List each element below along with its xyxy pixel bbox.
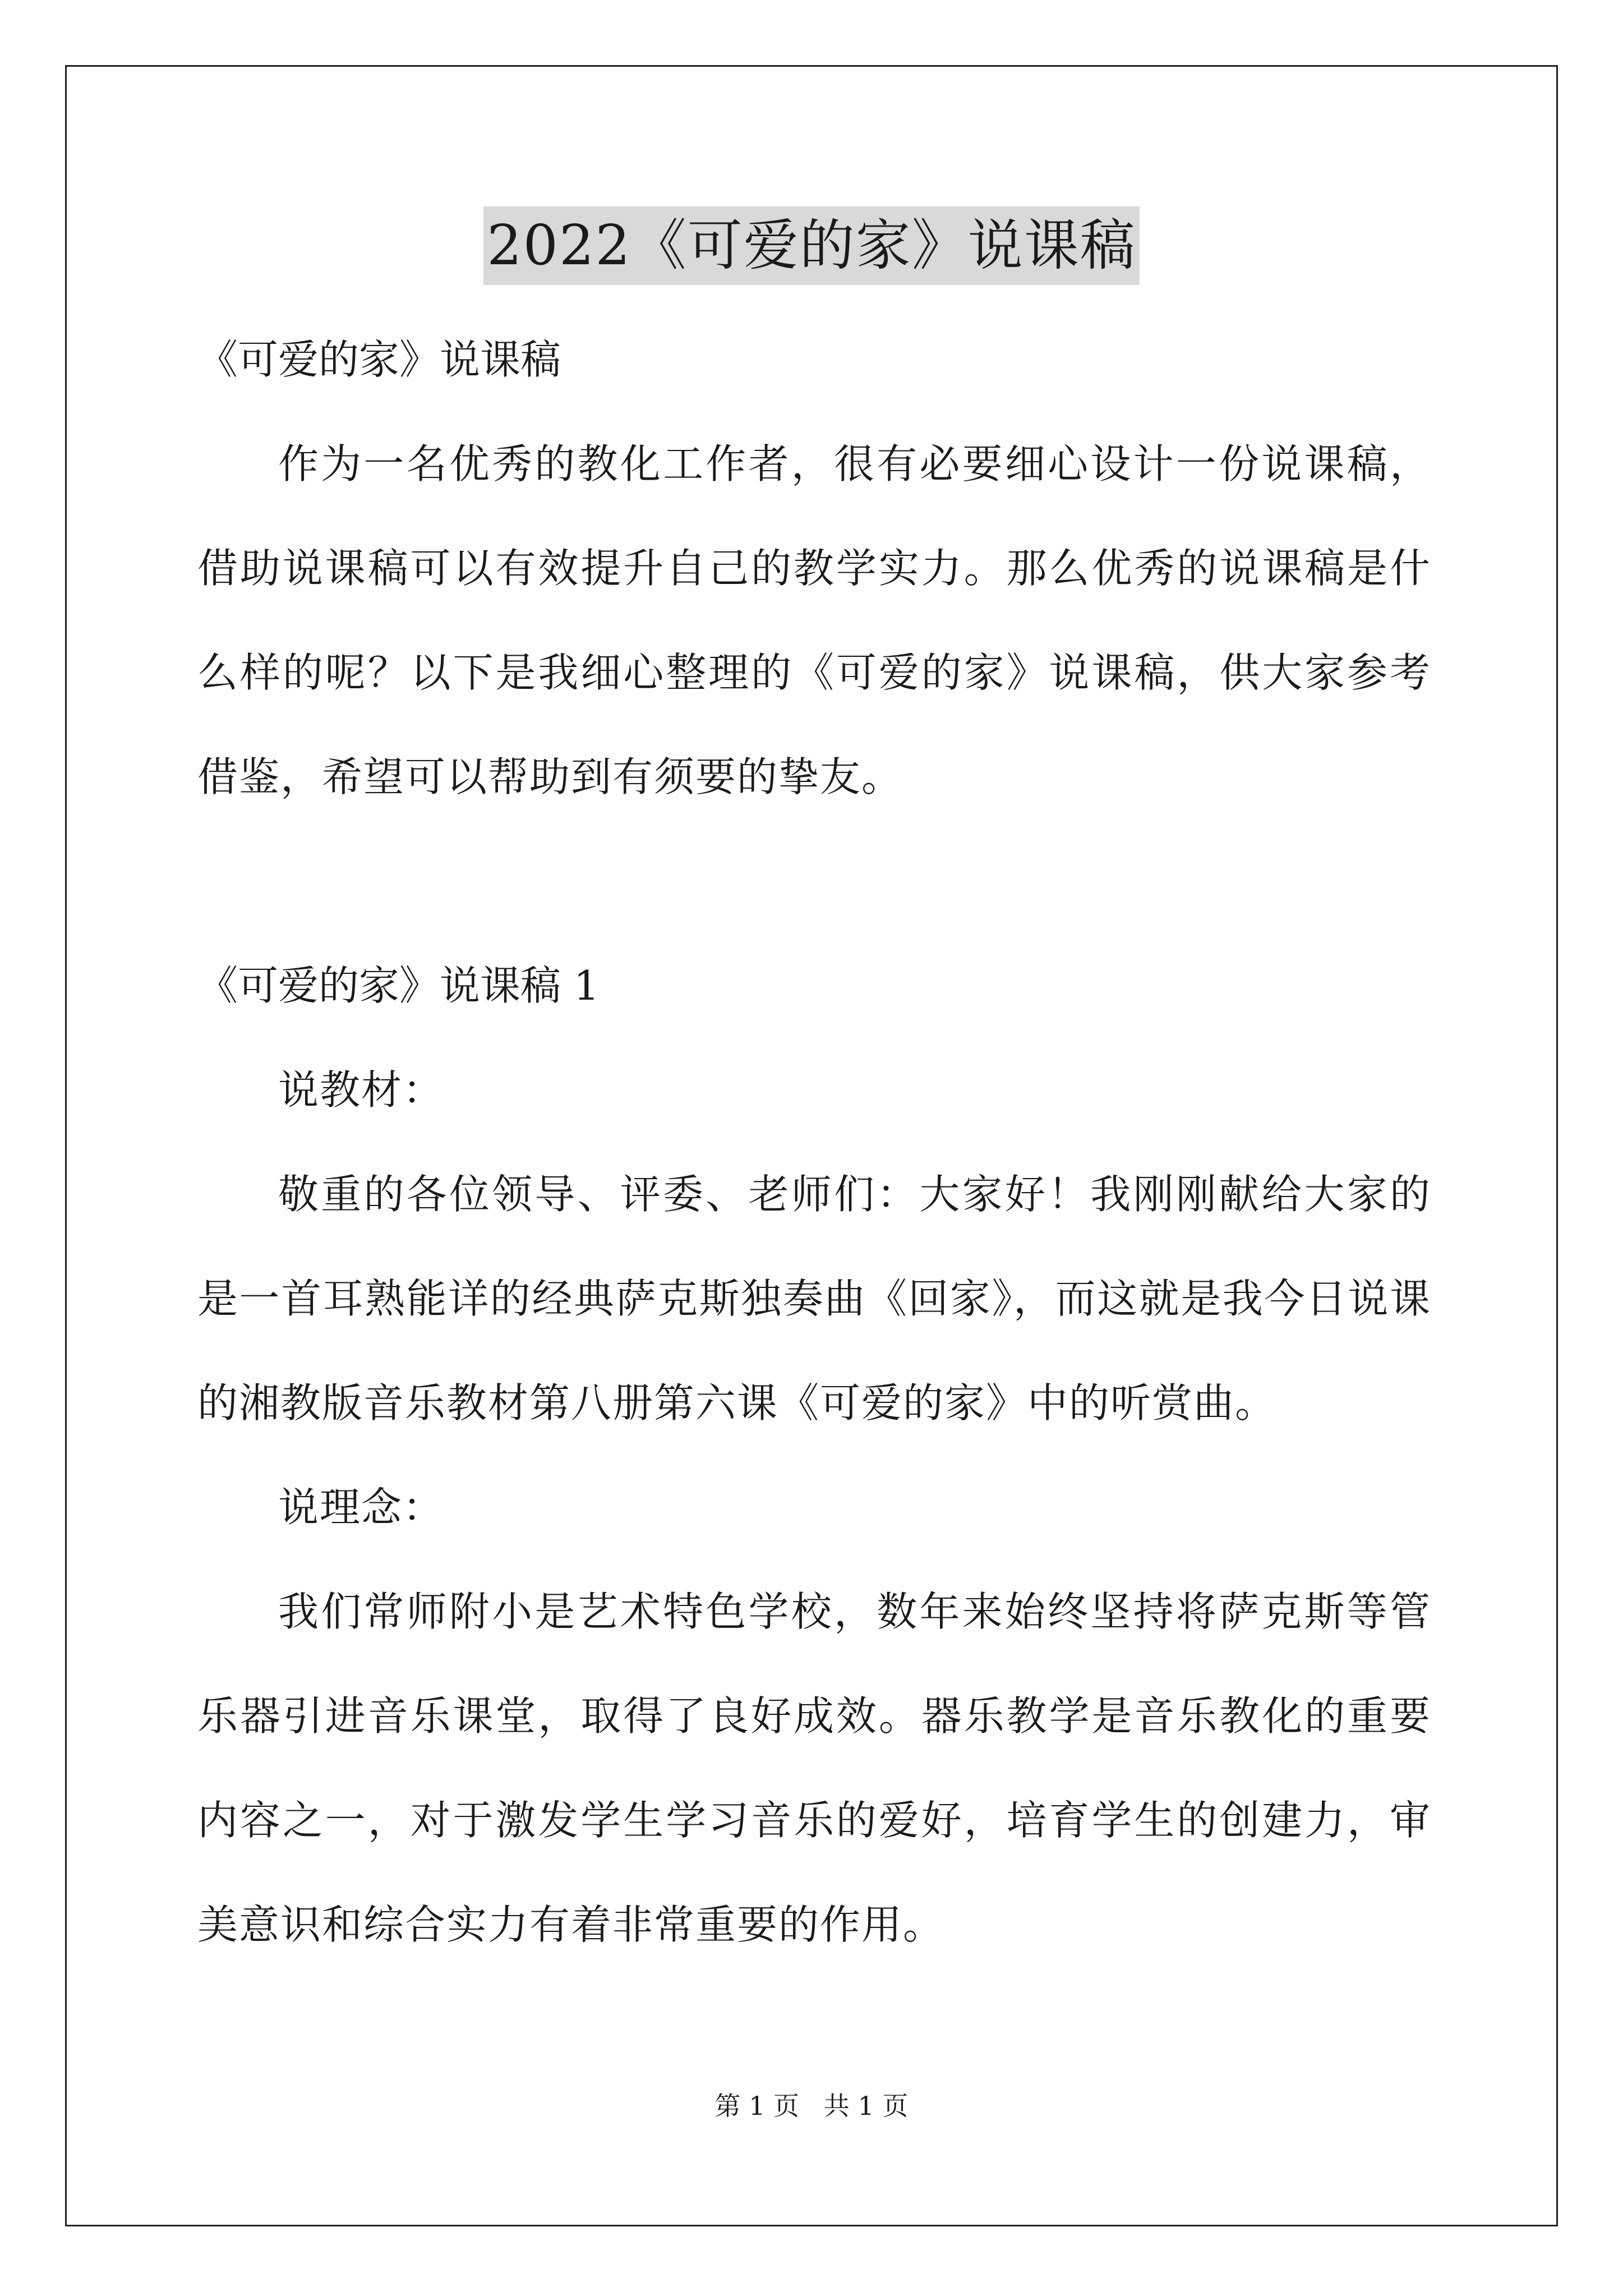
document-title: 2022《可爱的家》说课稿 xyxy=(483,206,1139,285)
document-body xyxy=(197,307,1431,1977)
textbook-paragraph: 敬重的各位领导、评委、老师们：大家好！我刚刚献给大家的是一首耳熟能详的经典萨克斯独奏曲《回家》，而这就是我今日说课的湘教版音乐教材第八册第六课《可爱的家》中的听赏曲。 xyxy=(197,1171,1431,1427)
concept-label: 说理念： xyxy=(278,1484,445,1531)
spacer xyxy=(197,829,1431,933)
section-heading: 《可爱的家》说课稿 1 xyxy=(197,962,600,1009)
textbook-label: 说教材： xyxy=(278,1066,445,1114)
subtitle: 《可爱的家》说课稿 xyxy=(197,336,561,383)
page-footer: 第 1 页 共 1 页 xyxy=(714,2091,909,2121)
intro-paragraph: 作为一名优秀的教化工作者，很有必要细心设计一份说课稿，借助说课稿可以有效提升自己的教学实力。那么优秀的说课稿是什么样的呢？以下是我细心整理的《可爱的家》说课稿，供大家参考借鉴，希望可以帮助到有须要的挚友。 xyxy=(197,440,1431,800)
concept-paragraph: 我们常师附小是艺术特色学校，数年来始终坚持将萨克斯等管乐器引进音乐课堂，取得了良好成效。器乐教学是音乐教化的重要内容之一，对于激发学生学习音乐的爱好，培育学生的创建力，审美意识和综合实力有着非常重要的作用。 xyxy=(197,1588,1431,1948)
title-container xyxy=(0,206,1623,285)
